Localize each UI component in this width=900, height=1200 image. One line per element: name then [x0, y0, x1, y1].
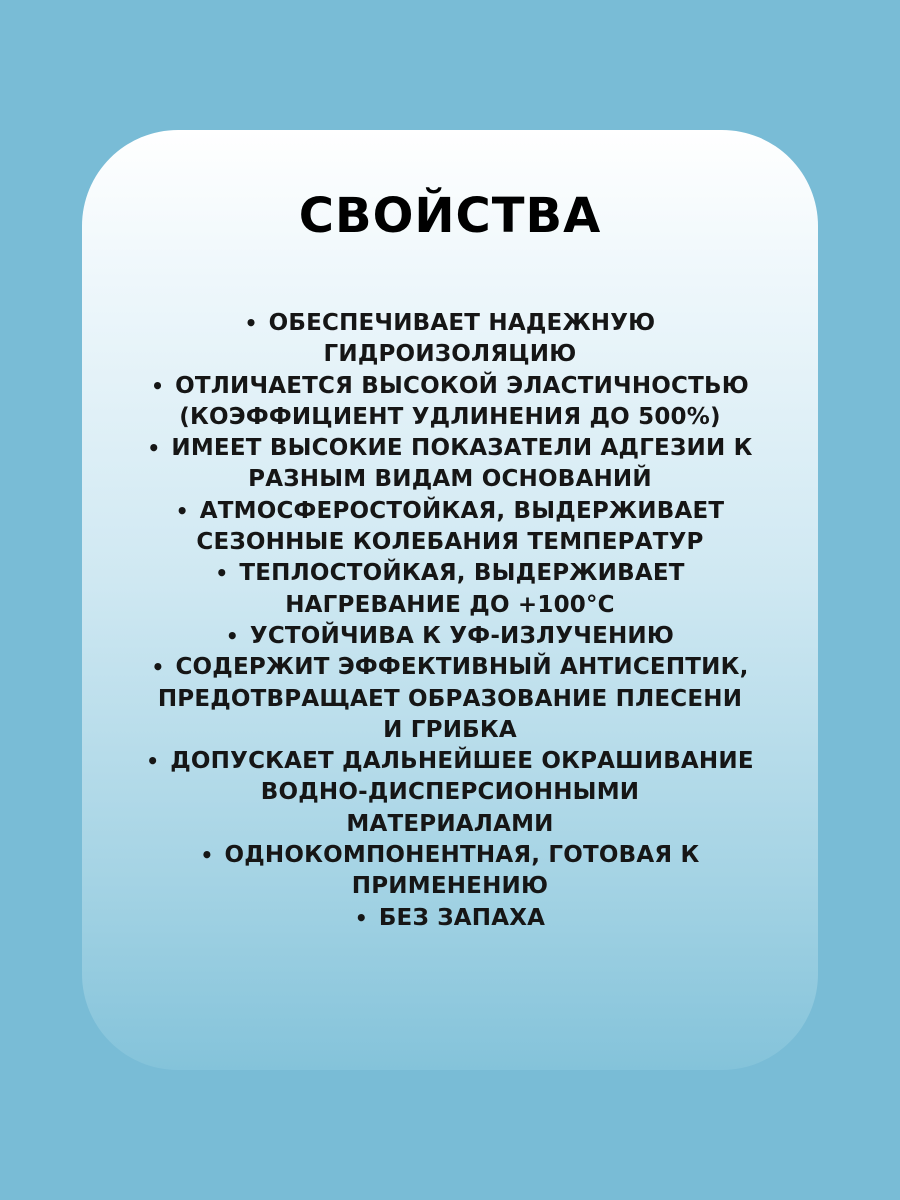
list-item-line [112, 558, 788, 589]
list-item [112, 652, 788, 746]
list-item-line: (КОЭФФИЦИЕНТ УДЛИНЕНИЯ ДО 500%) [179, 403, 721, 430]
bullet-icon: • [225, 623, 239, 648]
bullet-icon: • [147, 436, 161, 461]
list-item-line [112, 652, 788, 683]
list-item-line: ВОДНО-ДИСПЕРСИОННЫМИ [260, 779, 640, 806]
bullet-icon: • [215, 561, 229, 586]
list-item-text: ОТЛИЧАЕТСЯ ВЫСОКОЙ ЭЛАСТИЧНОСТЬЮ [175, 372, 749, 399]
properties-list [112, 308, 788, 934]
bullet-icon: • [244, 311, 258, 335]
list-item [112, 308, 788, 371]
list-item-line [112, 903, 788, 934]
list-item-line: РАЗНЫМ ВИДАМ ОСНОВАНИЙ [248, 466, 652, 493]
list-item-line [112, 371, 788, 402]
list-item-line: НАГРЕВАНИЕ ДО +100°С [285, 591, 615, 618]
bullet-icon: • [151, 373, 165, 398]
list-item-line: ПРИМЕНЕНИЮ [351, 873, 549, 900]
list-item-text: УСТОЙЧИВА К УФ-ИЗЛУЧЕНИЮ [249, 622, 675, 649]
list-item [112, 840, 788, 903]
page-title: СВОЙСТВА [298, 188, 602, 244]
list-item [112, 371, 788, 434]
list-item [112, 903, 788, 934]
list-item-line [112, 746, 788, 777]
list-item [112, 433, 788, 496]
list-item [112, 558, 788, 621]
list-item-text: СОДЕРЖИТ ЭФФЕКТИВНЫЙ АНТИСЕПТИК, [175, 654, 749, 681]
list-item-line [112, 308, 788, 339]
list-item [112, 746, 788, 840]
list-item-text: ОДНОКОМПОНЕНТНАЯ, ГОТОВАЯ К [224, 842, 700, 869]
list-item-line [112, 840, 788, 871]
bullet-icon: • [354, 905, 368, 930]
list-item-line: СЕЗОННЫЕ КОЛЕБАНИЯ ТЕМПЕРАТУР [196, 529, 704, 556]
list-item-line [112, 496, 788, 527]
list-item-line: И ГРИБКА [383, 716, 517, 743]
list-item-line [112, 433, 788, 464]
bullet-icon: • [200, 843, 214, 868]
list-item [112, 496, 788, 559]
list-item-text: БЕЗ ЗАПАХА [378, 904, 546, 931]
list-item-text: ОБЕСПЕЧИВАЕТ НАДЕЖНУЮ [268, 310, 656, 336]
list-item-text: ДОПУСКАЕТ ДАЛЬНЕЙШЕЕ ОКРАШИВАНИЕ [170, 748, 754, 775]
properties-card [82, 130, 818, 1070]
list-item-text: ИМЕЕТ ВЫСОКИЕ ПОКАЗАТЕЛИ АДГЕЗИИ К [171, 435, 753, 462]
list-item-line: МАТЕРИАЛАМИ [346, 810, 554, 837]
bullet-icon: • [151, 655, 165, 680]
list-item-line: ПРЕДОТВРАЩАЕТ ОБРАЗОВАНИЕ ПЛЕСЕНИ [157, 685, 743, 712]
bullet-icon: • [175, 498, 189, 523]
list-item-text: ТЕПЛОСТОЙКАЯ, ВЫДЕРЖИВАЕТ [239, 560, 685, 587]
bullet-icon: • [146, 749, 160, 774]
list-item-line [112, 621, 788, 652]
list-item-line: ГИДРОИЗОЛЯЦИЮ [323, 341, 577, 368]
list-item-text: АТМОСФЕРОСТОЙКАЯ, ВЫДЕРЖИВАЕТ [199, 497, 725, 524]
list-item [112, 621, 788, 652]
